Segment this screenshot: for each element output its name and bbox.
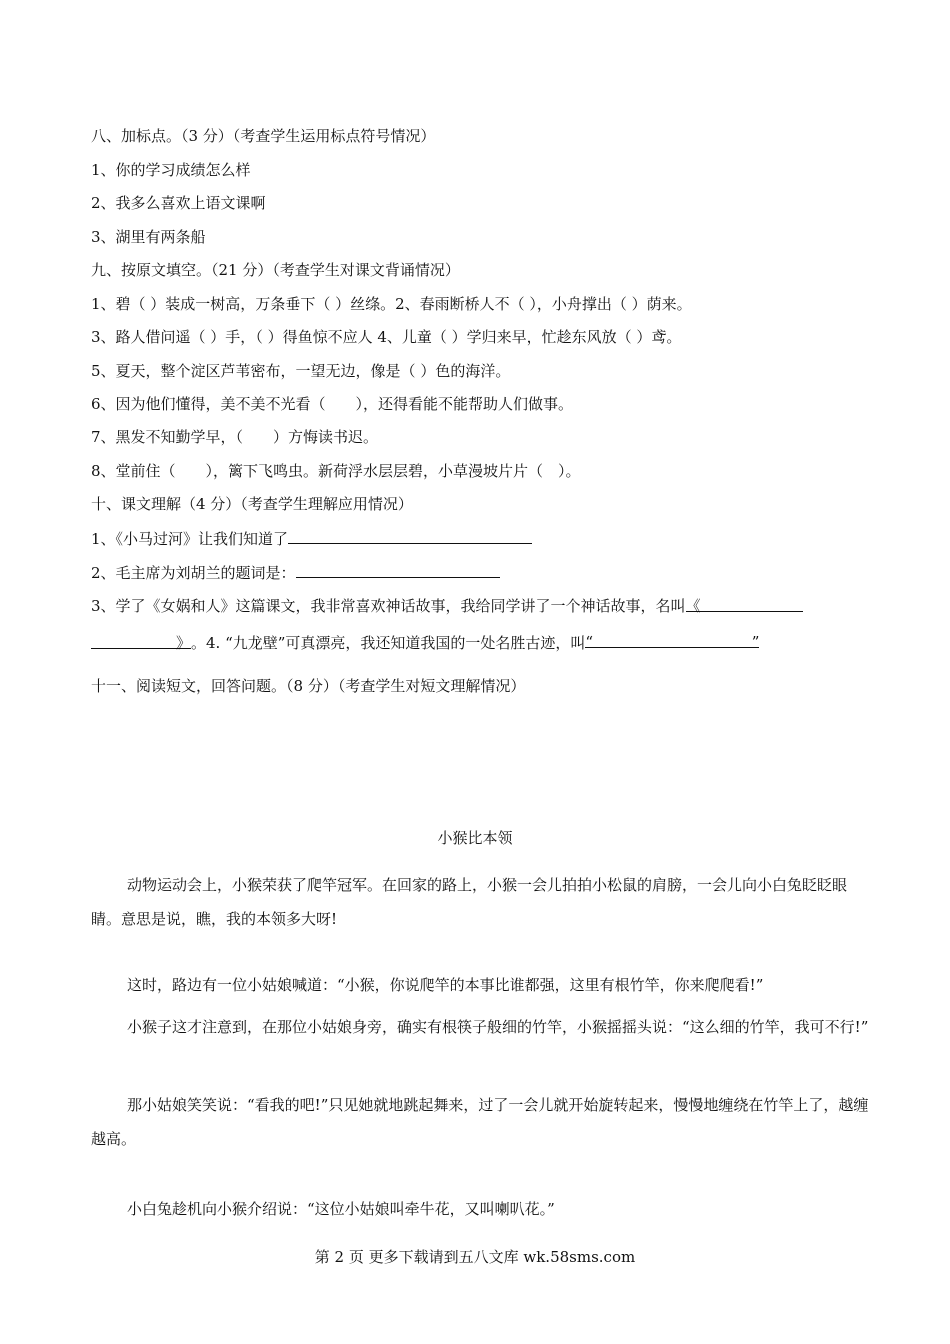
question-3-text: 3、学了《女娲和人》这篇课文，我非常喜欢神话故事，我给同学讲了一个神话故事，名叫 [91, 597, 686, 615]
page-footer: 第 2 页 更多下载请到五八文库 wk.58sms.com [314, 1248, 636, 1266]
section9-item: 5、夏天，整个淀区芦苇密布，一望无边，像是（ ）色的海洋。 [91, 362, 511, 380]
section8-item: 1、你的学习成绩怎么样 [91, 161, 251, 179]
section8-heading: 八、加标点。（3 分）（考查学生运用标点符号情况） [91, 127, 436, 145]
story-paragraph: 动物运动会上，小猴荣获了爬竿冠军。在回家的路上，小猴一会儿拍拍小松鼠的肩膀，一会儿向小白兔眨眨眼睛。意思是说，瞧，我的本领多大呀! [91, 876, 848, 928]
answer-blank-3a[interactable] [685, 596, 803, 615]
story-paragraph: 小白兔趁机向小猴介绍说：“这位小姑娘叫牵牛花，又叫喇叭花。” [127, 1200, 555, 1218]
section9-item: 6、因为他们懂得，美不美不光看（ ），还得看能不能帮助人们做事。 [91, 395, 574, 413]
quote-open-mark: “ [585, 633, 594, 651]
story-paragraph: 那小姑娘笑笑说：“看我的吧!”只见她就地跳起舞来，过了一会儿就开始旋转起来，慢慢地缠绕在竹竿上了，越缠越高。 [91, 1096, 869, 1148]
question-1-text: 1、《小马过河》让我们知道了 [91, 530, 289, 548]
quote-close-mark: ” [751, 633, 760, 651]
section8-item: 2、我多么喜欢上语文课啊 [91, 194, 266, 212]
answer-blank-2[interactable] [296, 562, 500, 578]
section9-item: 3、路人借问遥（ ）手，（ ）得鱼惊不应人 4、儿童（ ）学归来早，忙趁东风放（ ）鸢。 [91, 328, 682, 346]
section11-heading: 十一、阅读短文，回答问题。（8 分）（考查学生对短文理解情况） [91, 677, 526, 695]
section9-item: 7、黑发不知勤学早，（ ）方悔读书迟。 [91, 428, 379, 446]
question-3 [91, 596, 803, 616]
section9-heading: 九、按原文填空。（21 分）（考查学生对课文背诵情况） [91, 261, 460, 279]
book-title-open-mark: 《 [685, 597, 701, 615]
book-title-close-mark: 》 [175, 634, 191, 652]
answer-blank-1[interactable] [288, 528, 532, 544]
section8-item: 3、湖里有两条船 [91, 228, 206, 246]
question-1 [91, 528, 532, 549]
story-title: 小猴比本领 [437, 829, 513, 847]
question-2 [91, 562, 500, 583]
section10-heading: 十、课文理解（4 分）（考查学生理解应用情况） [91, 495, 413, 513]
answer-blank-3b[interactable] [91, 633, 191, 652]
section9-item: 8、堂前住（ ），篱下飞鸣虫。新荷浮水层层碧，小草漫坡片片（ ）。 [91, 462, 581, 480]
question-3-4 [91, 632, 759, 653]
question-2-text: 2、毛主席为刘胡兰的题词是： [91, 564, 296, 582]
answer-blank-4[interactable] [585, 632, 760, 651]
section9-item: 1、碧（ ）装成一树高，万条垂下（ ）丝绦。2、春雨断桥人不（ ），小舟撑出（ ）荫来。 [91, 295, 692, 313]
story-paragraph: 小猴子这才注意到，在那位小姑娘身旁，确实有根筷子般细的竹竿，小猴摇摇头说：“这么细的竹竿，我可不行!” [127, 1018, 869, 1036]
story-paragraph: 这时，路边有一位小姑娘喊道：“小猴，你说爬竿的本事比谁都强，这里有根竹竿，你来爬爬看!” [127, 976, 764, 994]
question-4-text: 。4. “九龙壁”可真漂亮，我还知道我国的一处名胜古迹，叫 [191, 634, 586, 652]
